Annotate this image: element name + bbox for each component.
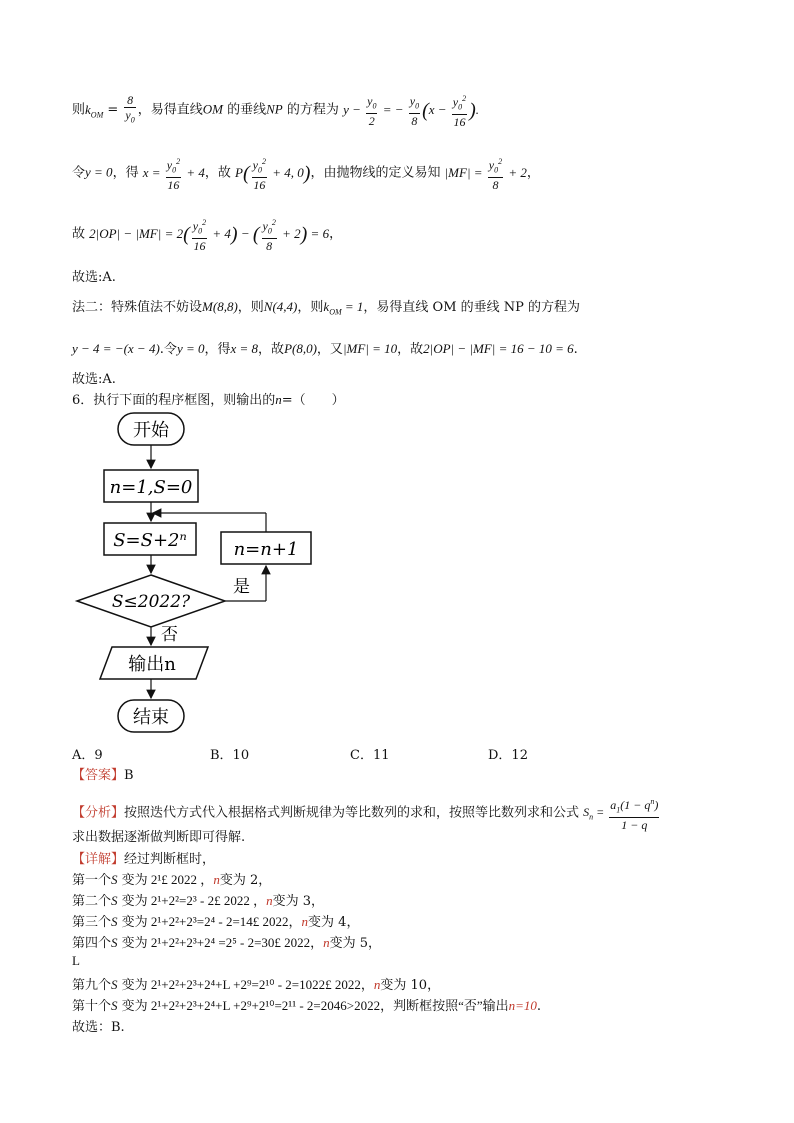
frac-8-y0: $\frac{8}{y_0}$ [125,92,135,125]
update-label: S=S+2ⁿ [113,530,187,551]
flowchart [60,405,360,745]
mf-expression: |MF| = $\frac{y_0^2}{8}$ + 2 [444,157,527,193]
option-a[interactable]: A．9 [72,748,103,763]
solution-line-3: 故 2|OP| − |MF| = 2( $\frac{y_0^2}{16}$ + 4) − ( $\frac{y_0^2}{8}$ + 2) = 6， [72,218,343,254]
increment-label: n=n+1 [233,539,299,560]
detail-ellipsis: L [72,953,80,968]
line-equation: y − $\frac{y_0}{2}$ = − $\frac{y_0}{8}$ (x − $\frac{y_0^2}{16}$ ). [343,93,480,130]
no-label: 否 [161,625,178,645]
k-om: $k_{OM}$ [85,101,104,120]
decision-label: S≤2022? [111,592,191,612]
init-label: n=1,S=0 [109,477,193,498]
detail-row-10: 第十个S 变为 2¹+2²+2³+2⁴+L +2⁹+2¹⁰=2¹¹ - 2=2046>2022，判断框按照“否”输出n=10. [72,998,542,1014]
end-label: 结束 [133,707,169,728]
answer-a-2: 故选:A. [72,372,116,387]
result-expression: 2|OP| − |MF| = 2( $\frac{y_0^2}{16}$ + 4) − ( $\frac{y_0^2}{8}$ + 2) = 6 [89,218,330,254]
question-6: 6．执行下面的程序框图，则输出的n=（ ） [72,392,345,408]
detail-row-3: 第三个S 变为 2¹+2²+2³=2⁴ - 2=14£ 2022，n变为 4， [72,914,360,930]
method2-line-1: 法二：特殊值法不妨设M(8,8)，则N(4,4)，则$k_{OM} = 1$，易得直线 OM 的垂线 NP 的方程为 [72,299,581,317]
point-p: P( $\frac{y_0^2}{16}$ + 4, 0) [235,157,311,193]
option-d[interactable]: D．12 [488,748,528,763]
answer-a-1: 故选:A. [72,270,116,285]
detail-row-2: 第二个S 变为 2¹+2²=2³ - 2£ 2022 ，n变为 3， [72,893,324,909]
answer-line: 【答案】B [72,768,134,783]
option-b[interactable]: B．10 [210,748,250,763]
yes-label: 是 [233,577,250,597]
start-label: 开始 [133,420,169,441]
detail-row-4: 第四个S 变为 2¹+2²+2³+2⁴ =2⁵ - 2=30£ 2022，n变为 5， [72,935,382,951]
method2-line-2: y − 4 = −(x − 4).令y = 0，得x = 8，故P(8,0)，又|MF| = 10，故2|OP| − |MF| = 16 − 10 = 6. [72,341,578,357]
analysis-line-2: 求出数据逐渐做判断即可得解. [72,830,246,845]
detail-line: 【详解】经过判断框时， [72,852,216,867]
output-label: 输出n [128,654,176,675]
x-expression: x = $\frac{y_0^2}{16}$ + 4 [142,157,205,193]
solution-line-2: 令y = 0，得 x = $\frac{y_0^2}{16}$ + 4，故 P( $\frac{y_0^2}{16}$ + 4, 0)，由抛物线的定义易知 |MF| = $\frac{y_0^2}{8}$ + 2， [72,157,540,193]
solution-line-1: 则$k_{OM}$ = $\frac{8}{y_0}$ ，易得直线OM 的垂线NP 的方程为 y − $\frac{y_0}{2}$ = − $\frac{y_0}{8}$ (x − $\frac{y_0^2}{16}$ ). [72,92,480,130]
analysis-line: 【分析】按照迭代方式代入根据格式判断规律为等比数列的求和，按照等比数列求和公式 $S_n$ = $\frac{a_1(1 - q^n)}{1 - q}$ [72,795,661,832]
geometric-sum-formula: $S_n$ = $\frac{a_1(1 - q^n)}{1 - q}$ [583,797,659,833]
k-om-equals-1: $k_{OM} = 1$ [323,299,364,317]
detail-row-9: 第九个S 变为 2¹+2²+2³+2⁴+L +2⁹=2¹⁰ - 2=1022£ 2022，n变为 10， [72,977,441,993]
detail-row-1: 第一个S 变为 2¹£ 2022 ，n变为 2， [72,872,272,888]
option-c[interactable]: C．11 [350,748,390,763]
final-answer: 故选：B. [72,1020,125,1035]
